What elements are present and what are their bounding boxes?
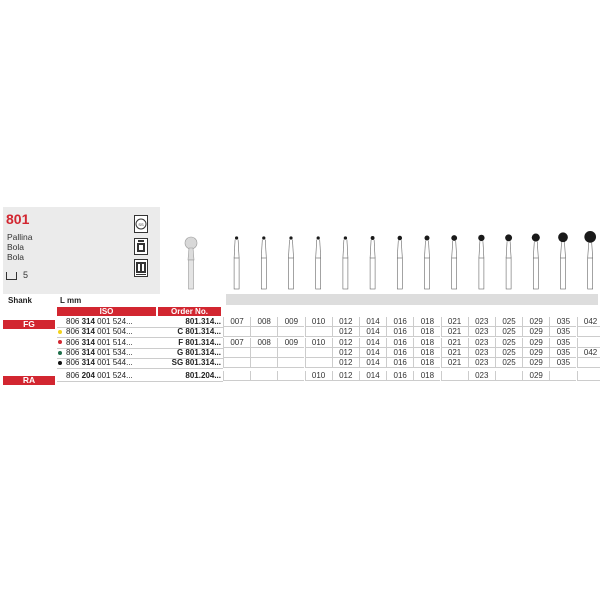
size-cell: 023 (468, 358, 495, 368)
bur-size-012 (343, 236, 348, 289)
size-cell: 021 (441, 327, 468, 337)
size-cell (577, 358, 600, 368)
iso-number (58, 358, 156, 367)
bur-size-035 (558, 232, 568, 289)
bur-size-018 (425, 236, 430, 290)
size-cell: 014 (359, 327, 386, 337)
grit-dot-icon (58, 340, 62, 344)
iso-prefix: 806 (66, 327, 82, 337)
size-cell: 014 (359, 317, 386, 327)
size-cell: 023 (468, 348, 495, 358)
size-cell (223, 371, 250, 381)
size-cell: 008 (250, 338, 277, 348)
bur-size-014 (370, 236, 375, 289)
grit-dot-icon (58, 330, 62, 334)
size-cell: 025 (495, 358, 522, 368)
size-cell: 012 (332, 327, 359, 337)
size-cell: 023 (468, 317, 495, 327)
grit-dot-icon (58, 351, 62, 355)
size-cell: 010 (305, 317, 332, 327)
iso-shank-code: 314 (81, 347, 95, 357)
product-name-es: Bola (7, 242, 25, 252)
iso-number (58, 338, 156, 347)
size-cell (277, 327, 304, 337)
bur-size-023 (478, 235, 484, 289)
size-cell: 025 (495, 338, 522, 348)
size-cell: 029 (522, 371, 549, 381)
size-cell: 014 (359, 358, 386, 368)
size-header-bar (226, 294, 598, 305)
size-cell: 021 (441, 338, 468, 348)
size-cell: 016 (386, 348, 413, 358)
size-cell: 009 (277, 338, 304, 348)
size-cell: 018 (413, 348, 440, 358)
iso-number (58, 327, 156, 336)
order-header: Order No. (158, 307, 221, 316)
size-cell: 035 (549, 348, 576, 358)
pack-qty-value: 5 (23, 270, 29, 280)
size-cell (223, 348, 250, 358)
order-number: C 801.314... (177, 327, 221, 337)
size-cell: 014 (359, 371, 386, 381)
order-number: F 801.314... (178, 337, 221, 347)
size-cell: 021 (441, 358, 468, 368)
bur-size-009 (289, 236, 294, 289)
size-cell: 025 (495, 317, 522, 327)
iso-suffix: 001 524... (94, 371, 133, 380)
bur-size-016 (397, 236, 402, 289)
length-header: L mm (60, 296, 82, 305)
iso-suffix: 001 514... (94, 337, 133, 347)
row-divider (57, 381, 223, 382)
size-cell: 021 (441, 348, 468, 358)
size-cell: 029 (522, 358, 549, 368)
size-cell: 014 (359, 338, 386, 348)
size-cell: 008 (250, 317, 277, 327)
size-cell: 016 (386, 317, 413, 327)
size-cell: 010 (305, 338, 332, 348)
bur-size-021 (451, 235, 457, 289)
row-divider (57, 368, 223, 369)
iso-prefix: 806 (66, 337, 82, 347)
size-cell: 012 (332, 358, 359, 368)
size-cell: 025 (495, 348, 522, 358)
iso-prefix: 806 (66, 347, 82, 357)
bur-size-007 (234, 236, 239, 289)
size-cell (223, 327, 250, 337)
size-cell (495, 371, 522, 381)
iso-header: ISO (57, 307, 156, 316)
iso-suffix: 001 504... (94, 327, 133, 337)
size-cell (250, 358, 277, 368)
size-cell (577, 327, 600, 337)
size-cell (549, 371, 576, 381)
bur-size-042 (584, 231, 596, 289)
shank-header: Shank (8, 296, 33, 305)
size-cell (250, 348, 277, 358)
iso-suffix: 001 524... (94, 317, 133, 326)
size-cell: 029 (522, 338, 549, 348)
iso-prefix: 806 (66, 317, 82, 326)
size-cell: 025 (495, 327, 522, 337)
grit-dot-icon (58, 361, 62, 365)
size-cell: 029 (522, 317, 549, 327)
size-cell: 007 (223, 317, 250, 327)
order-number: SG 801.314... (171, 358, 221, 368)
size-cell: 035 (549, 358, 576, 368)
size-cell: 029 (522, 348, 549, 358)
size-cell: 012 (332, 317, 359, 327)
size-cell (277, 371, 304, 381)
size-cell: 012 (332, 338, 359, 348)
size-cell (305, 348, 332, 358)
size-cell: 007 (223, 338, 250, 348)
iso-shank-code: 314 (81, 337, 95, 347)
iso-shank-code: 204 (81, 371, 95, 380)
size-cell (250, 371, 277, 381)
size-cell (223, 358, 250, 368)
iso-suffix: 001 544... (94, 358, 133, 368)
iso-number (58, 317, 156, 326)
size-cell (441, 371, 468, 381)
size-cell: 018 (413, 338, 440, 348)
size-cell: 042 (577, 317, 600, 327)
size-cell: 023 (468, 371, 495, 381)
size-cell: 035 (549, 317, 576, 327)
size-cell: 016 (386, 358, 413, 368)
bur-size-008 (261, 236, 266, 289)
size-cell (577, 338, 600, 348)
size-cell: 023 (468, 327, 495, 337)
size-cell: 010 (305, 371, 332, 381)
size-cell (305, 327, 332, 337)
size-cell: 035 (549, 327, 576, 337)
order-number: 801.204... (185, 371, 221, 380)
size-cell: 014 (359, 348, 386, 358)
bur-large-illustration (185, 237, 197, 289)
svg-text:SS: SS (138, 222, 144, 227)
size-cell: 018 (413, 317, 440, 327)
bur-size-010 (316, 236, 321, 289)
size-cell (250, 327, 277, 337)
size-cell: 016 (386, 371, 413, 381)
iso-number (58, 348, 156, 357)
size-cell: 035 (549, 338, 576, 348)
size-cell: 012 (332, 371, 359, 381)
size-cell (305, 358, 332, 368)
iso-prefix: 806 (66, 358, 82, 368)
product-name-pt: Bola (7, 252, 25, 262)
shank-tag-ra: RA (3, 376, 55, 385)
size-cell (577, 371, 600, 381)
iso-shank-code: 314 (81, 317, 95, 326)
size-cell: 029 (522, 327, 549, 337)
iso-number (58, 371, 156, 380)
size-cell: 018 (413, 371, 440, 381)
size-cell: 012 (332, 348, 359, 358)
size-cell: 009 (277, 317, 304, 327)
size-cell: 042 (577, 348, 600, 358)
iso-suffix: 001 534... (94, 347, 133, 357)
iso-prefix: 806 (66, 371, 82, 380)
order-number: G 801.314... (176, 347, 221, 357)
bur-size-029 (532, 234, 540, 289)
size-cell (277, 348, 304, 358)
size-cell: 018 (413, 358, 440, 368)
iso-shank-code: 314 (81, 327, 95, 337)
size-cell: 016 (386, 338, 413, 348)
iso-shank-code: 314 (81, 358, 95, 368)
size-cell (277, 358, 304, 368)
shank-tag-fg: FG (3, 320, 55, 329)
size-cell: 023 (468, 338, 495, 348)
product-name-it: Pallina (7, 232, 33, 242)
bur-size-025 (505, 234, 512, 289)
product-code: 801 (6, 211, 30, 227)
size-cell: 016 (386, 327, 413, 337)
size-cell: 021 (441, 317, 468, 327)
size-cell: 018 (413, 327, 440, 337)
order-number: 801.314... (185, 317, 221, 326)
